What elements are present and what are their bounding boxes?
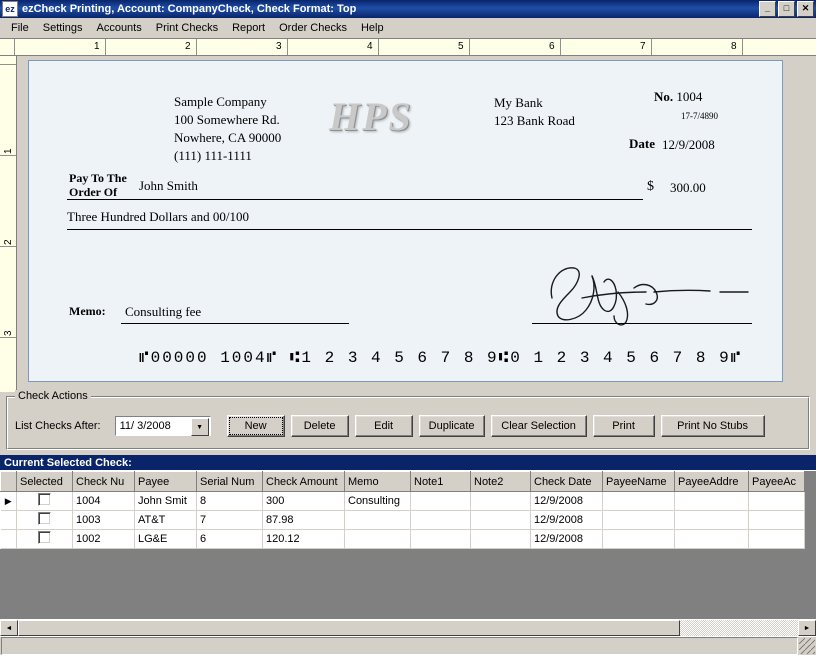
scrollbar-thumb[interactable] xyxy=(18,620,680,636)
ruler-v-3: 3 xyxy=(3,330,14,336)
check-actions-group xyxy=(6,390,810,450)
list-checks-after-date-value: 11/ 3/2008 xyxy=(119,420,171,432)
ruler-h-2: 2 xyxy=(185,41,191,52)
payee-underline xyxy=(67,199,643,200)
table-row[interactable] xyxy=(1,511,805,530)
column-payee-name[interactable]: PayeeName xyxy=(603,472,675,492)
cell-note2 xyxy=(471,492,531,511)
menu-print-checks[interactable]: Print Checks xyxy=(155,21,219,34)
cell-payee: LG&E xyxy=(135,530,197,549)
cell-check-amount: 120.12 xyxy=(263,530,345,549)
ruler-h-1: 1 xyxy=(94,41,100,52)
cell-check-num: 1004 xyxy=(73,492,135,511)
minimize-button[interactable]: _ xyxy=(759,1,776,17)
row-header-corner xyxy=(1,472,17,492)
menu-file[interactable]: File xyxy=(11,21,29,34)
company-phone: (111) 111-1111 xyxy=(174,148,252,163)
cell-serial-num: 6 xyxy=(197,530,263,549)
window-controls xyxy=(759,1,814,17)
column-payee-address[interactable]: PayeeAddre xyxy=(675,472,749,492)
title-bar xyxy=(0,0,816,18)
signature-underline xyxy=(532,323,752,324)
cell-payee-addr xyxy=(675,511,749,530)
ruler-h-3: 3 xyxy=(276,41,282,52)
column-check-amount[interactable]: Check Amount xyxy=(263,472,345,492)
cell-payee-acc xyxy=(749,530,805,549)
row-select-checkbox[interactable] xyxy=(38,493,51,506)
column-payee[interactable]: Payee xyxy=(135,472,197,492)
column-memo[interactable]: Memo xyxy=(345,472,411,492)
cell-payee-addr xyxy=(675,492,749,511)
scrollbar-track[interactable] xyxy=(680,620,798,636)
status-pane xyxy=(1,637,798,655)
checks-grid[interactable] xyxy=(0,470,816,619)
ruler-h-6: 6 xyxy=(549,41,555,52)
check-actions-label: Check Actions xyxy=(15,390,91,402)
pay-to-label-line2: Order Of xyxy=(69,185,118,199)
cell-note2 xyxy=(471,530,531,549)
check-number-block xyxy=(654,89,702,105)
cell-check-date: 12/9/2008 xyxy=(531,492,603,511)
maximize-button[interactable]: □ xyxy=(778,1,795,17)
check-design-area xyxy=(0,56,816,392)
bank-address: 123 Bank Road xyxy=(494,113,575,128)
ruler-h-8: 8 xyxy=(731,41,737,52)
signature-image xyxy=(534,258,764,328)
column-serial-num[interactable]: Serial Num xyxy=(197,472,263,492)
column-selected[interactable]: Selected xyxy=(17,472,73,492)
ruler-h-7: 7 xyxy=(640,41,646,52)
grid-horizontal-scrollbar[interactable] xyxy=(0,619,816,636)
list-checks-after-date-picker[interactable] xyxy=(115,416,211,436)
cell-check-amount: 300 xyxy=(263,492,345,511)
app-icon: ez xyxy=(2,1,18,17)
date-label: Date xyxy=(629,136,655,151)
cell-check-amount: 87.98 xyxy=(263,511,345,530)
ruler-h-5: 5 xyxy=(458,41,464,52)
cell-check-date: 12/9/2008 xyxy=(531,511,603,530)
menu-help[interactable]: Help xyxy=(360,21,384,34)
cell-memo xyxy=(345,511,411,530)
memo-underline xyxy=(121,323,349,324)
menu-bar xyxy=(0,18,816,38)
close-button[interactable]: ✕ xyxy=(797,1,814,17)
cell-serial-num: 8 xyxy=(197,492,263,511)
check-number-value: 1004 xyxy=(676,89,703,104)
window-title: ezCheck Printing, Account: CompanyCheck, Check Format: Top xyxy=(22,3,357,15)
bank-name: My Bank xyxy=(494,95,543,110)
routing-fraction: 17-7/4890 xyxy=(681,111,718,121)
check-number-label: No. xyxy=(654,89,674,104)
edit-button[interactable]: Edit xyxy=(355,415,413,437)
amount-in-words: Three Hundred Dollars and 00/100 xyxy=(67,209,249,224)
cell-payee-addr xyxy=(675,530,749,549)
list-checks-after-label: List Checks After: xyxy=(15,420,101,432)
payee-value: John Smith xyxy=(139,178,198,193)
grid-empty-area xyxy=(0,549,816,619)
duplicate-button[interactable]: Duplicate xyxy=(419,415,485,437)
current-row-indicator-icon: ▶ xyxy=(4,496,12,506)
menu-order-checks[interactable]: Order Checks xyxy=(279,21,347,34)
cell-check-num: 1002 xyxy=(73,530,135,549)
cell-memo: Consulting xyxy=(345,492,411,511)
memo-label: Memo: xyxy=(69,304,106,318)
company-name: Sample Company xyxy=(174,94,267,109)
check-date-value: 12/9/2008 xyxy=(662,137,715,152)
cell-payee-name xyxy=(603,511,675,530)
column-check-date[interactable]: Check Date xyxy=(531,472,603,492)
current-selected-check-header: Current Selected Check: xyxy=(0,455,816,470)
cell-payee: John Smit xyxy=(135,492,197,511)
cell-payee: AT&T xyxy=(135,511,197,530)
amount-value: 300.00 xyxy=(670,180,706,195)
chevron-down-icon[interactable]: ▼ xyxy=(191,418,209,436)
menu-settings[interactable]: Settings xyxy=(42,21,83,34)
row-select-checkbox[interactable] xyxy=(38,512,51,525)
column-payee-account[interactable]: PayeeAc xyxy=(749,472,805,492)
dollar-sign: $ xyxy=(647,179,654,194)
cell-payee-name xyxy=(603,492,675,511)
company-logo: HPS xyxy=(329,94,413,139)
cell-serial-num: 7 xyxy=(197,511,263,530)
cell-note1 xyxy=(411,511,471,530)
cell-check-num: 1003 xyxy=(73,511,135,530)
print-button[interactable]: Print xyxy=(593,415,655,437)
cell-payee-name xyxy=(603,530,675,549)
print-no-stubs-button[interactable]: Print No Stubs xyxy=(661,415,765,437)
cell-payee-acc xyxy=(749,492,805,511)
menu-report[interactable]: Report xyxy=(232,21,266,34)
cell-note1 xyxy=(411,492,471,511)
menu-accounts[interactable]: Accounts xyxy=(96,21,142,34)
company-address-1: 100 Somewhere Rd. xyxy=(174,112,280,127)
checks-table xyxy=(0,471,805,549)
table-row[interactable] xyxy=(1,530,805,549)
cell-note2 xyxy=(471,511,531,530)
cell-check-date: 12/9/2008 xyxy=(531,530,603,549)
vertical-ruler xyxy=(0,56,17,392)
clear-selection-button[interactable]: Clear Selection xyxy=(491,415,587,437)
resize-grip-icon[interactable] xyxy=(799,638,815,654)
table-header-row xyxy=(1,472,805,492)
check-preview[interactable] xyxy=(28,60,783,382)
scroll-left-icon[interactable]: ◄ xyxy=(0,620,18,636)
pay-to-label-line1: Pay To The xyxy=(69,171,127,185)
delete-button[interactable]: Delete xyxy=(291,415,349,437)
horizontal-ruler xyxy=(0,38,816,56)
ruler-v-1: 1 xyxy=(3,148,14,154)
scroll-right-icon[interactable]: ► xyxy=(798,620,816,636)
row-select-checkbox[interactable] xyxy=(38,531,51,544)
cell-payee-acc xyxy=(749,511,805,530)
amount-words-underline xyxy=(67,229,752,230)
column-note1[interactable]: Note1 xyxy=(411,472,471,492)
micr-line: ⑈00000 1004⑈ ⑆1 2 3 4 5 6 7 8 9⑆0 1 2 3 4 5 6 7 8 9⑈ xyxy=(139,349,743,367)
table-row[interactable] xyxy=(1,492,805,511)
check-canvas[interactable] xyxy=(17,56,816,392)
column-check-num[interactable]: Check Nu xyxy=(73,472,135,492)
new-button[interactable]: New xyxy=(227,415,285,437)
status-bar xyxy=(0,636,816,655)
cell-memo xyxy=(345,530,411,549)
ruler-h-4: 4 xyxy=(367,41,373,52)
company-address-2: Nowhere, CA 90000 xyxy=(174,130,282,145)
memo-value: Consulting fee xyxy=(125,304,202,319)
column-note2[interactable]: Note2 xyxy=(471,472,531,492)
ruler-v-2: 2 xyxy=(3,239,14,245)
cell-note1 xyxy=(411,530,471,549)
